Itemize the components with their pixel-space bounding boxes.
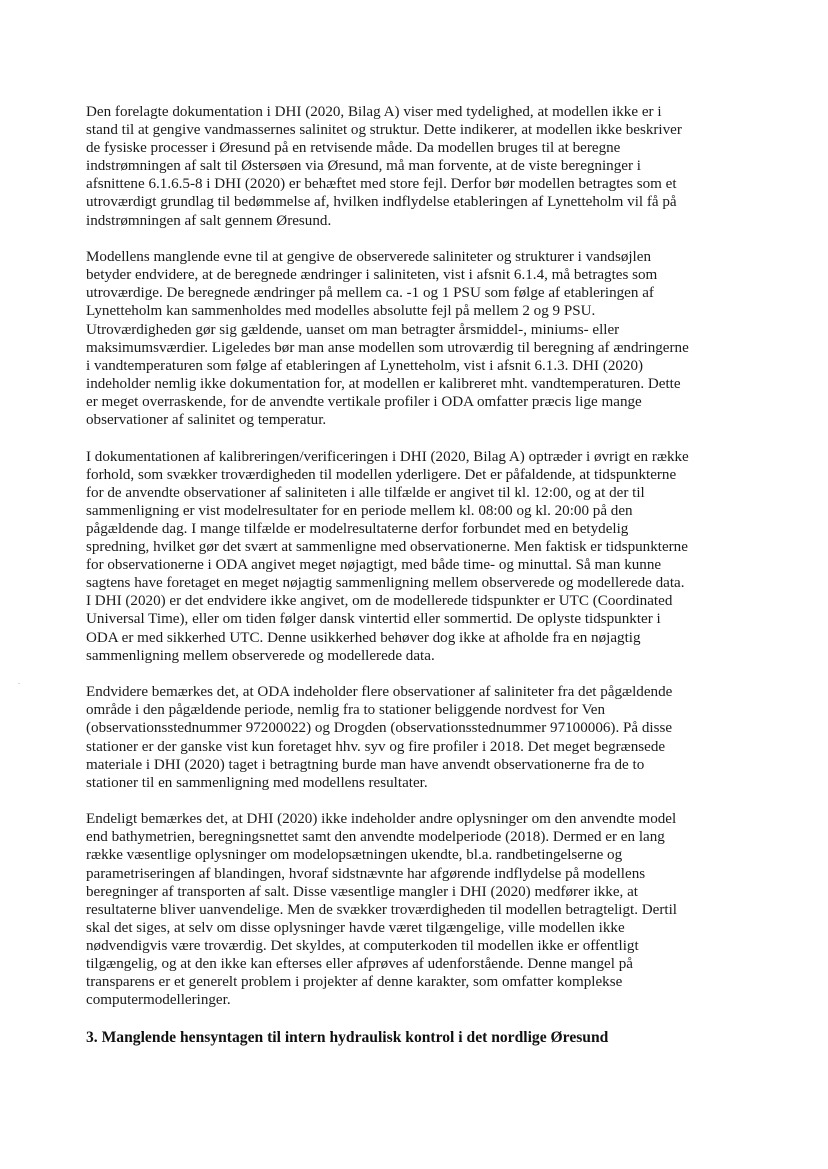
paragraph-calibration-timing: I dokumentationen af kalibreringen/verificeringen i DHI (2020, Bilag A) optræder i øvrigt en række forhold, som svækker troværdigheden til modellen yderligere. Det er påfaldende, at tidspunkterne for de anvendte observationer af saliniteten i alle tilfælde er angivet til kl. 12:00, og at der til sammenligning er vist modelresultater for en periode mellem kl. 08:00 og kl. 20:00 på den pågældende dag. I mange tilfælde er modelresultaterne derfor forbundet med en betydelig spredning, hvilket gør det svært at sammenligne med observationerne. Men faktisk er tidspunkterne for observationerne i ODA angivet meget nøjagtigt, med både time- og minuttal. Så man kunne sagtens have foretaget en meget nøjagtig sammenligning mellem observerede og modellerede data. I DHI (2020) er det endvidere ikke angivet, om de modellerede tidspunkter er UTC (Coordinated Universal Time), eller om tiden følger dansk vintertid eller sommertid. De oplyste tidspunkter i ODA er med sikkerhed UTC. Denne usikkerhed behøver dog ikke at afholde fra en nøjagtig sammenligning mellem observerede og modellerede data. <box>86 448 689 664</box>
paragraph-oda-stations: Endvidere bemærkes det, at ODA indeholder flere observationer af saliniteter fra det pågældende område i den pågældende periode, nemlig fra to stationer beliggende nordvest for Ven (observationsstednummer 97200022) og Drogden (observationsstednummer 97100006). På disse stationer er der ganske vist kun foretaget hhv. syv og fire profiler i 2018. Det meget begrænsede materiale i DHI (2020) taget i betragtning burde man have anvendt observationerne fra de to stationer til en sammenligning med modellens resultater. <box>86 684 673 791</box>
margin-mark <box>18 683 20 684</box>
document-body <box>86 103 726 1047</box>
paragraph-missing-information: Endeligt bemærkes det, at DHI (2020) ikke indeholder andre oplysninger om den anvendte model end bathymetrien, beregningsnettet samt den anvendte modelperiode (2018). Dermed er en lang række væsentlige oplysninger om modelopsætningen ukendte, bl.a. randbetingelserne og parametriseringen af blandingen, hvoraf sidstnævnte har afgørende indflydelse på modellens beregninger af transporten af salt. Disse væsentlige mangler i DHI (2020) medfører ikke, at resultaterne bliver uanvendelige. Men de svækker troværdigheden til modellen betragteligt. Dertil skal det siges, at selv om disse oplysninger havde været tilgængelige, ville modellen ikke nødvendigvis være troværdig. Det skyldes, at computerkoden til modellen ikke er offentligt tilgængelig, og at den ikke kan efterses eller afprøves af udenforstående. Denne mangel på transparens er et generelt problem i projekter af denne karakter, som omfatter komplekse computermodelleringer. <box>86 811 677 1009</box>
section-heading: 3. Manglende hensyntagen til intern hydraulisk kontrol i det nordlige Øresund <box>86 1028 609 1046</box>
paragraph-model-salinity: Den forelagte dokumentation i DHI (2020, Bilag A) viser med tydelighed, at modellen ikke er i stand til at gengive vandmassernes salinitet og struktur. Dette indikerer, at modellen ikke beskriver de fysiske processer i Øresund på en retvisende måde. Da modellen bruges til at beregne indstrømningen af salt til Østersøen via Øresund, må man forvente, at de viste beregninger i afsnittene 6.1.6.5-8 i DHI (2020) er behæftet med store fejl. Derfor bør modellen betragtes som et utroværdigt grundlag til bedømmelse af, hvilken indflydelse etableringen af Lynetteholm vil få på indstrømningen af salt gennem Øresund. <box>86 104 682 229</box>
paragraph-model-untrustworthy: Modellens manglende evne til at gengive de observerede saliniteter og strukturer i vandsøjlen betyder endvidere, at de beregnede ændringer i saliniteten, vist i afsnit 6.1.4, må betragtes som utroværdige. De beregnede ændringer på mellem ca. -1 og 1 PSU som følge af etableringen af Lynetteholm kan sammenholdes med modelles absolutte fejl på mellem 2 og 9 PSU. Utroværdigheden gør sig gældende, uanset om man betragter årsmiddel-, miniums- eller maksimumsværdier. Ligeledes bør man anse modellen som utroværdig til beregning af ændringerne i vandtemperaturen som følge af etableringen af Lynetteholm, vist i afsnit 6.1.3. DHI (2020) indeholder nemlig ikke dokumentation for, at modellen er kalibreret mht. vandtemperaturen. Dette er meget overraskende, for de anvendte vertikale profiler i ODA omfatter præcis lige mange observationer af salinitet og temperatur. <box>86 249 689 428</box>
